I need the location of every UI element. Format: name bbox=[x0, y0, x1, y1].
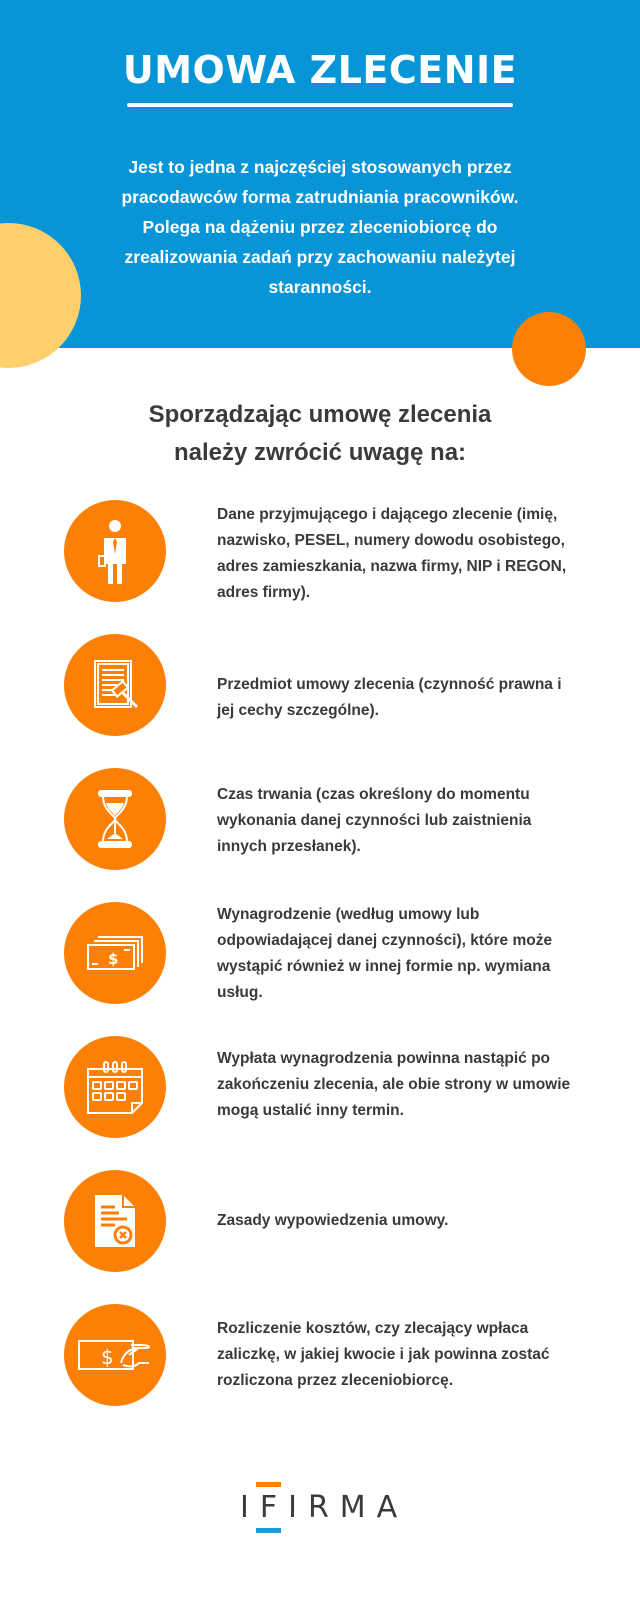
ifirma-logo bbox=[240, 1478, 409, 1538]
svg-text:$: $ bbox=[101, 1345, 114, 1369]
svg-text:$: $ bbox=[108, 950, 119, 968]
item-text: Dane przyjmującego i dającego zlecenie (imię, nazwisko, PESEL, numery dowodu osobistego, adres zamieszkania, nazwa firmy, NIP i REGON, adres firmy). bbox=[217, 506, 567, 601]
logo-text: IFIRMA bbox=[240, 1490, 409, 1525]
subtitle-line-2: należy zwrócić uwagę na: bbox=[173, 439, 467, 466]
person-icon bbox=[64, 500, 166, 602]
money-stack-icon bbox=[64, 902, 166, 1004]
page-title: UMOWA ZLECENIE bbox=[122, 48, 518, 92]
title-underline bbox=[127, 103, 513, 107]
document-gavel-icon bbox=[64, 634, 166, 736]
document-cancel-icon bbox=[64, 1170, 166, 1272]
item-text: Wypłata wynagrodzenia powinna nastąpić po zakończeniu zlecenia, ale obie strony w umowie mogą ustalić inny termin. bbox=[217, 1050, 571, 1119]
subtitle-line-1: Sporządzając umowę zlecenia bbox=[148, 401, 492, 428]
hourglass-icon bbox=[64, 768, 166, 870]
calendar-icon bbox=[64, 1036, 166, 1138]
item-text: Rozliczenie kosztów, czy zlecający wpłaca zaliczkę, w jakiej kwocie i jak powinna zostać rozliczona przez zleceniobiorcę. bbox=[217, 1320, 550, 1389]
logo-orange-bar bbox=[256, 1482, 281, 1487]
section-subtitle bbox=[0, 396, 640, 472]
header-banner bbox=[0, 0, 640, 348]
decorative-orange-circle bbox=[512, 312, 586, 386]
item-text: Zasady wypowiedzenia umowy. bbox=[217, 1212, 449, 1229]
logo-blue-bar bbox=[256, 1528, 281, 1533]
item-text: Przedmiot umowy zlecenia (czynność prawna i jej cechy szczególne). bbox=[217, 676, 562, 719]
hand-money-icon bbox=[64, 1304, 166, 1406]
item-text: Wynagrodzenie (według umowy lub odpowiadającej danej czynności), które może wystąpić również w innej formie np. wymiana usług. bbox=[217, 906, 553, 1001]
intro-text: Jest to jedna z najczęściej stosowanych przez pracodawców forma zatrudniania pracowników. Polega na dążeniu przez zleceniobiorcę do zrealizowania zadań przy zachowaniu należytej staranności. bbox=[121, 157, 519, 297]
item-text: Czas trwania (czas określony do momentu wykonania danej czynności lub zaistnienia innych przesłanek). bbox=[217, 786, 532, 855]
